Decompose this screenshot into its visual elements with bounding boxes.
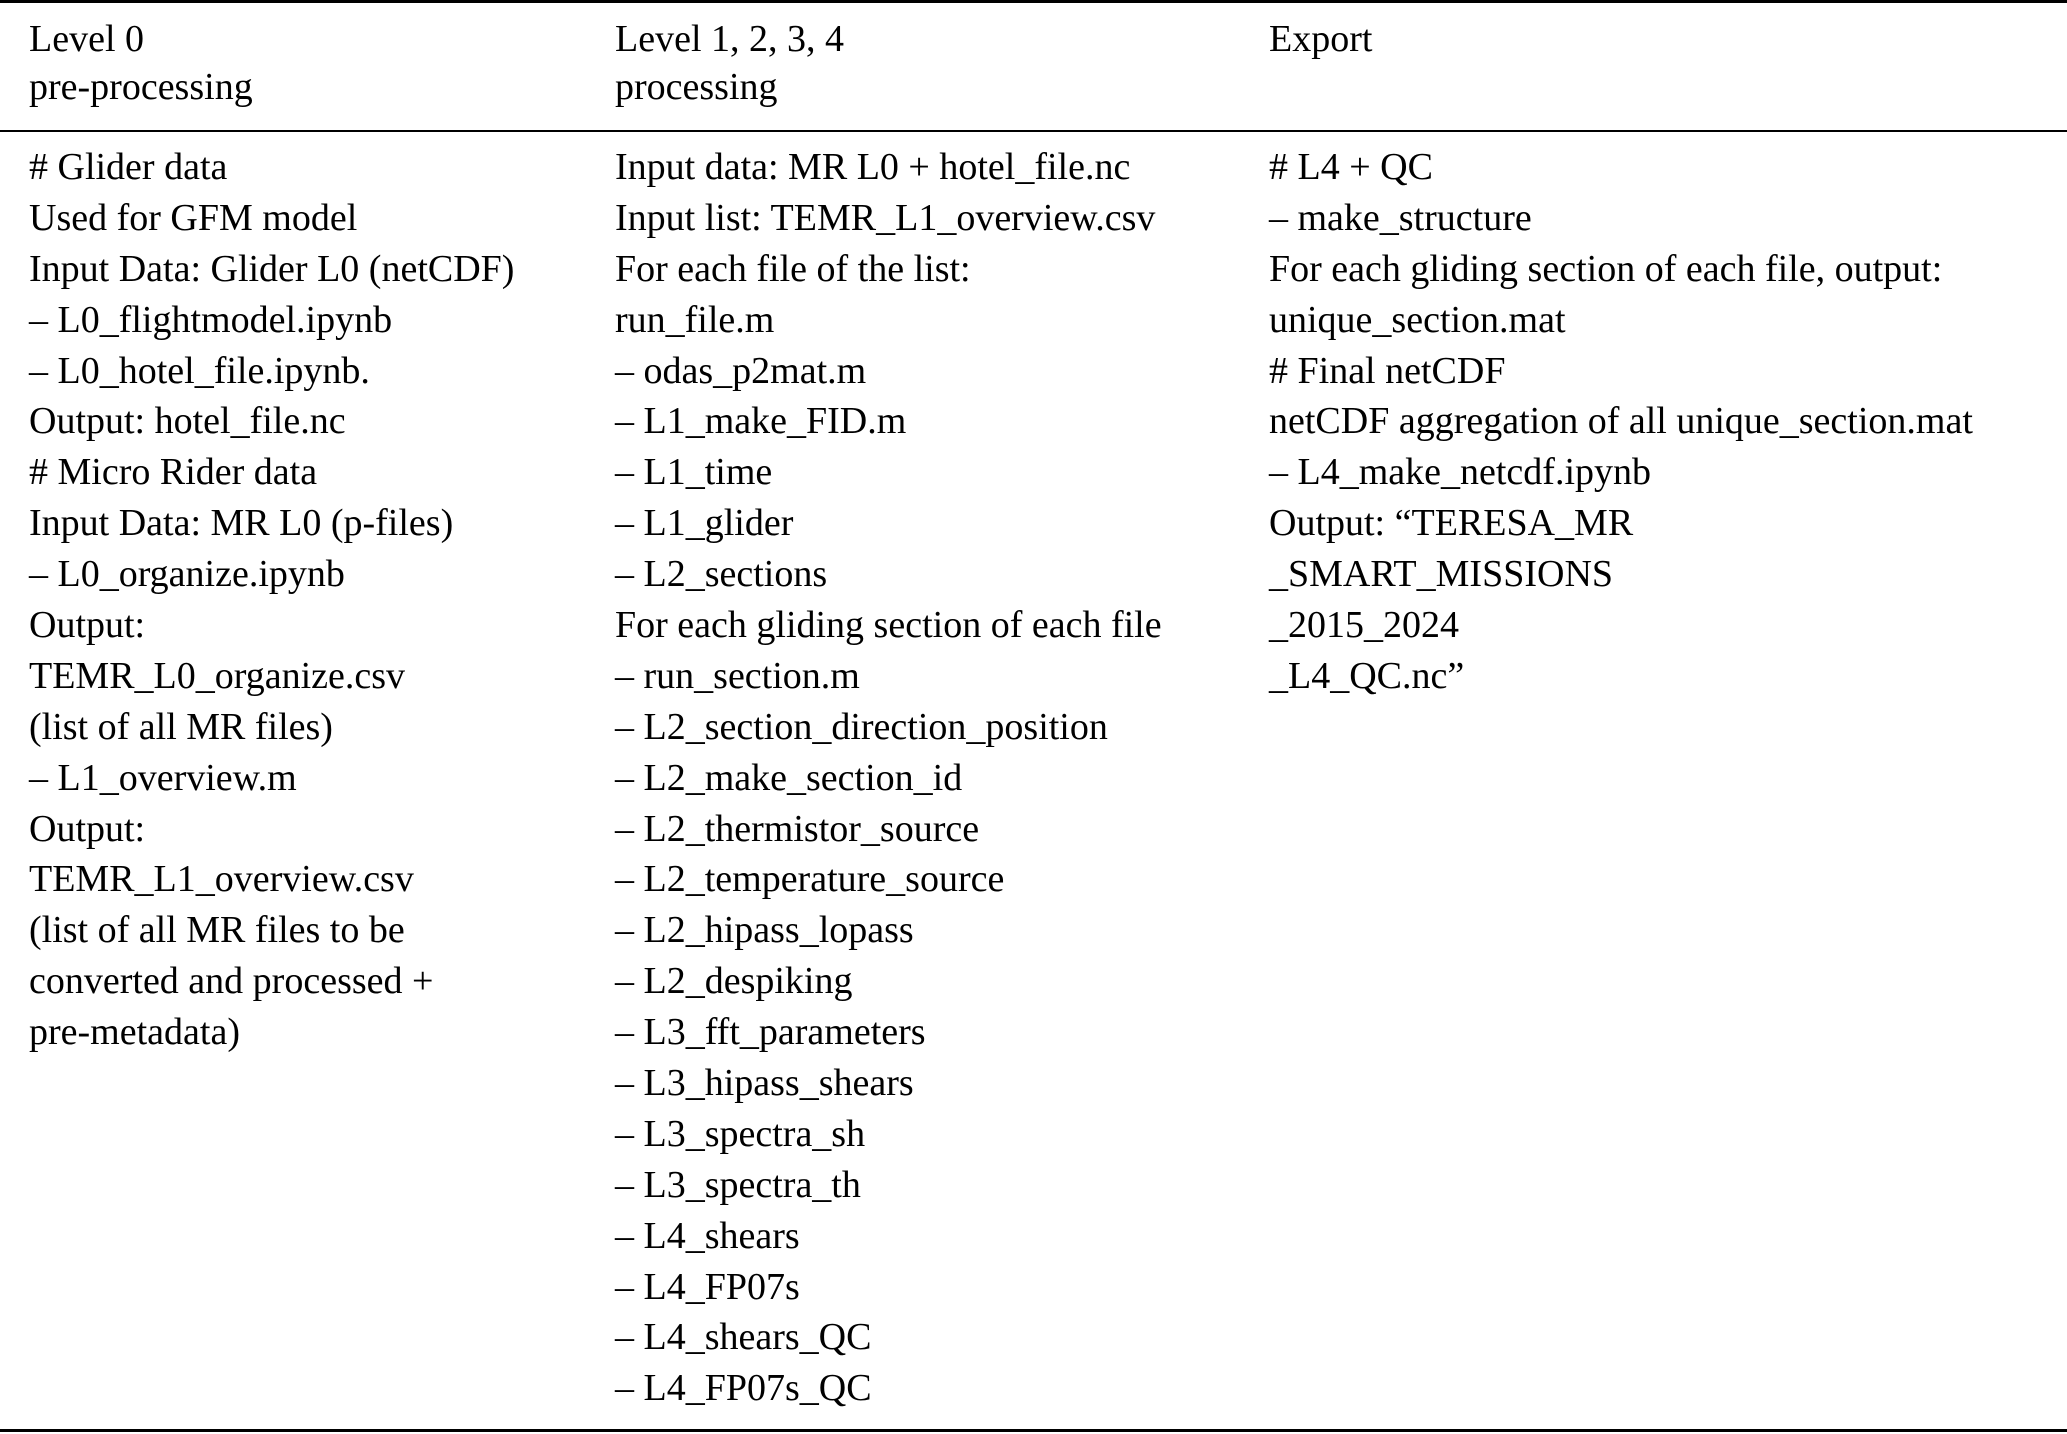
cell-line: – L3_fft_parameters bbox=[615, 1011, 926, 1054]
cell-line: # Micro Rider data bbox=[29, 451, 318, 494]
cell-line: – L2_despiking bbox=[615, 960, 853, 1003]
cell-line: _SMART_MISSIONS bbox=[1269, 553, 1614, 596]
table-header-rule bbox=[0, 130, 2067, 132]
cell-line: – L3_spectra_th bbox=[615, 1163, 861, 1206]
cell-line: – L4_shears bbox=[615, 1214, 800, 1257]
header-cell-level-0 bbox=[29, 15, 253, 111]
cell-line: – L4_FP07s_QC bbox=[615, 1367, 872, 1410]
cell-line: – run_section.m bbox=[615, 654, 860, 697]
body-cell-export bbox=[1269, 142, 1973, 702]
cell-line: converted and processed + bbox=[29, 960, 434, 1003]
cell-line: – L0_hotel_file.ipynb. bbox=[29, 349, 370, 392]
cell-line: For each file of the list: bbox=[615, 247, 971, 290]
cell-line: – L2_thermistor_source bbox=[615, 807, 980, 850]
cell-line: Used for GFM model bbox=[29, 196, 358, 239]
cell-line: Output: “TERESA_MR bbox=[1269, 502, 1634, 545]
cell-line: # Glider data bbox=[29, 146, 228, 188]
cell-line: Output: bbox=[29, 604, 146, 647]
cell-line: unique_section.mat bbox=[1269, 298, 1566, 341]
cell-line: – L2_sections bbox=[615, 553, 828, 596]
cell-line: _2015_2024 bbox=[1269, 604, 1459, 647]
cell-line: pre-metadata) bbox=[29, 1011, 240, 1054]
header-line: Export bbox=[1269, 18, 1373, 60]
cell-line: – L1_time bbox=[615, 451, 773, 494]
cell-line: Output: bbox=[29, 807, 146, 850]
header-cell-level-1-4 bbox=[615, 15, 844, 111]
cell-line: Input Data: MR L0 (p-files) bbox=[29, 502, 454, 545]
cell-line: Output: hotel_file.nc bbox=[29, 400, 346, 443]
cell-line: – L3_hipass_shears bbox=[615, 1062, 914, 1105]
cell-line: – L2_hipass_lopass bbox=[615, 909, 914, 952]
cell-line: # L4 + QC bbox=[1269, 146, 1433, 188]
cell-line: – L2_temperature_source bbox=[615, 858, 1005, 901]
header-line: processing bbox=[615, 66, 778, 108]
cell-line: _L4_QC.nc” bbox=[1269, 654, 1465, 697]
body-cell-processing bbox=[615, 142, 1162, 1414]
cell-line: – L2_make_section_id bbox=[615, 756, 963, 799]
table-top-rule bbox=[0, 0, 2067, 3]
cell-line: Input Data: Glider L0 (netCDF) bbox=[29, 247, 515, 290]
cell-line: – L4_FP07s bbox=[615, 1265, 800, 1308]
header-cell-export bbox=[1269, 15, 1372, 63]
cell-line: (list of all MR files to be bbox=[29, 909, 405, 952]
cell-line: – L0_flightmodel.ipynb bbox=[29, 298, 393, 341]
cell-line: run_file.m bbox=[615, 298, 775, 341]
cell-line: – L4_shears_QC bbox=[615, 1316, 872, 1359]
body-cell-pre-processing bbox=[29, 142, 514, 1058]
cell-line: (list of all MR files) bbox=[29, 705, 333, 748]
cell-line: – odas_p2mat.m bbox=[615, 349, 867, 392]
cell-line: TEMR_L0_organize.csv bbox=[29, 654, 406, 697]
cell-line: – L4_make_netcdf.ipynb bbox=[1269, 451, 1652, 494]
header-line: Level 1, 2, 3, 4 bbox=[615, 18, 845, 60]
cell-line: – L1_make_FID.m bbox=[615, 400, 907, 443]
cell-line: Input data: MR L0 + hotel_file.nc bbox=[615, 146, 1131, 188]
cell-line: For each gliding section of each file, output: bbox=[1269, 247, 1943, 290]
header-line: pre-processing bbox=[29, 66, 253, 108]
cell-line: – L0_organize.ipynb bbox=[29, 553, 345, 596]
cell-line: – L1_overview.m bbox=[29, 756, 297, 799]
cell-line: – make_structure bbox=[1269, 196, 1532, 239]
cell-line: Input list: TEMR_L1_overview.csv bbox=[615, 196, 1156, 239]
cell-line: netCDF aggregation of all unique_section.mat bbox=[1269, 400, 1973, 443]
cell-line: # Final netCDF bbox=[1269, 349, 1506, 392]
table-bottom-rule bbox=[0, 1429, 2067, 1432]
header-line: Level 0 bbox=[29, 18, 145, 60]
cell-line: – L3_spectra_sh bbox=[615, 1112, 866, 1155]
cell-line: For each gliding section of each file bbox=[615, 604, 1162, 647]
cell-line: – L2_section_direction_position bbox=[615, 705, 1108, 748]
cell-line: TEMR_L1_overview.csv bbox=[29, 858, 414, 901]
cell-line: – L1_glider bbox=[615, 502, 794, 545]
